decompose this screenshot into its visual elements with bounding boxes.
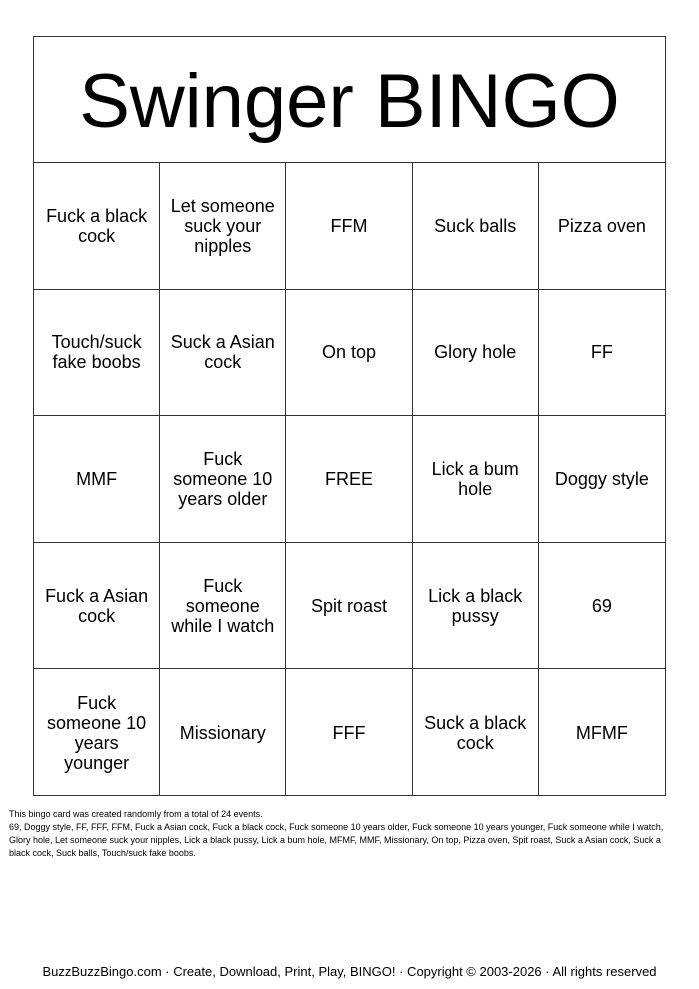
bingo-cell (34, 416, 160, 543)
bingo-cell (413, 416, 539, 543)
bingo-cell (160, 416, 286, 543)
cell-text: Fuck someone 10 years older (173, 448, 273, 509)
bingo-cell (539, 416, 665, 543)
cell-text: FFM (330, 215, 368, 236)
bingo-cell (160, 290, 286, 417)
cell-text: On top (321, 342, 377, 363)
bingo-cell (286, 543, 412, 670)
cell-text: Lick a black pussy (428, 585, 523, 626)
bingo-cell (286, 290, 412, 417)
bingo-cell (160, 543, 286, 670)
cell-text: FFF (332, 722, 366, 743)
cell-text: Pizza oven (557, 215, 646, 236)
notes-event-list: 69, Doggy style, FF, FFF, FFM, Fuck a Asian cock, Fuck a black cock, Fuck someone 10 years older, Fuck someone 10 years younger, Fuck someone while I watch, Glory hole, Let someone suck your nipples, Lick a black pussy, Lick a bum hole, MFMF, MMF, Missionary, On top, Pizza oven, Spit roast, Suck a Asian cock, Suck a black cock, Suck balls, Touch/suck fake boobs. (9, 822, 664, 858)
bingo-grid (34, 163, 665, 796)
bingo-cell (413, 669, 539, 796)
page-footer: BuzzBuzzBingo.com · Create, Download, Print, Play, BINGO! · Copyright © 2003-2026 · All rights reserved (42, 964, 657, 979)
cell-text: Doggy style (554, 468, 649, 489)
cell-text: 69 (591, 595, 612, 616)
bingo-card (33, 36, 666, 796)
bingo-cell (34, 669, 160, 796)
cell-text: Suck balls (434, 215, 517, 236)
cell-text: Let someone suck your nipples (170, 195, 275, 256)
title-row (34, 37, 665, 163)
cell-text: Lick a bum hole (431, 458, 519, 499)
notes-intro: This bingo card was created randomly from a total of 24 events. (9, 809, 263, 819)
cell-text: FF (590, 342, 613, 363)
cell-text: Touch/suck fake boobs (51, 332, 142, 373)
bingo-cell (160, 669, 286, 796)
cell-text: Spit roast (310, 595, 388, 616)
bingo-cell (539, 669, 665, 796)
cell-text: FREE (324, 468, 373, 489)
bingo-cell (539, 163, 665, 290)
cell-text: Fuck someone 10 years younger (47, 692, 147, 773)
cell-text: Suck a Asian cock (170, 332, 275, 373)
cell-text: MMF (76, 468, 118, 489)
bingo-cell (539, 290, 665, 417)
cell-text: Fuck someone while I watch (171, 575, 275, 636)
cell-text: Suck a black cock (424, 712, 527, 753)
bingo-cell (413, 290, 539, 417)
bingo-cell (413, 163, 539, 290)
free-cell (286, 416, 412, 543)
bingo-cell (160, 163, 286, 290)
bingo-cell (539, 543, 665, 670)
cell-text: Missionary (179, 722, 266, 743)
bingo-cell (34, 163, 160, 290)
bingo-cell (286, 669, 412, 796)
cell-text: MFMF (575, 722, 628, 743)
bingo-cell (413, 543, 539, 670)
card-title: Swinger BINGO (79, 58, 620, 144)
card-notes (9, 808, 681, 860)
cell-text: Fuck a Asian cock (45, 585, 149, 626)
cell-text: Fuck a black cock (46, 205, 148, 246)
bingo-cell (34, 543, 160, 670)
bingo-cell (34, 290, 160, 417)
bingo-cell (286, 163, 412, 290)
cell-text: Glory hole (434, 342, 517, 363)
